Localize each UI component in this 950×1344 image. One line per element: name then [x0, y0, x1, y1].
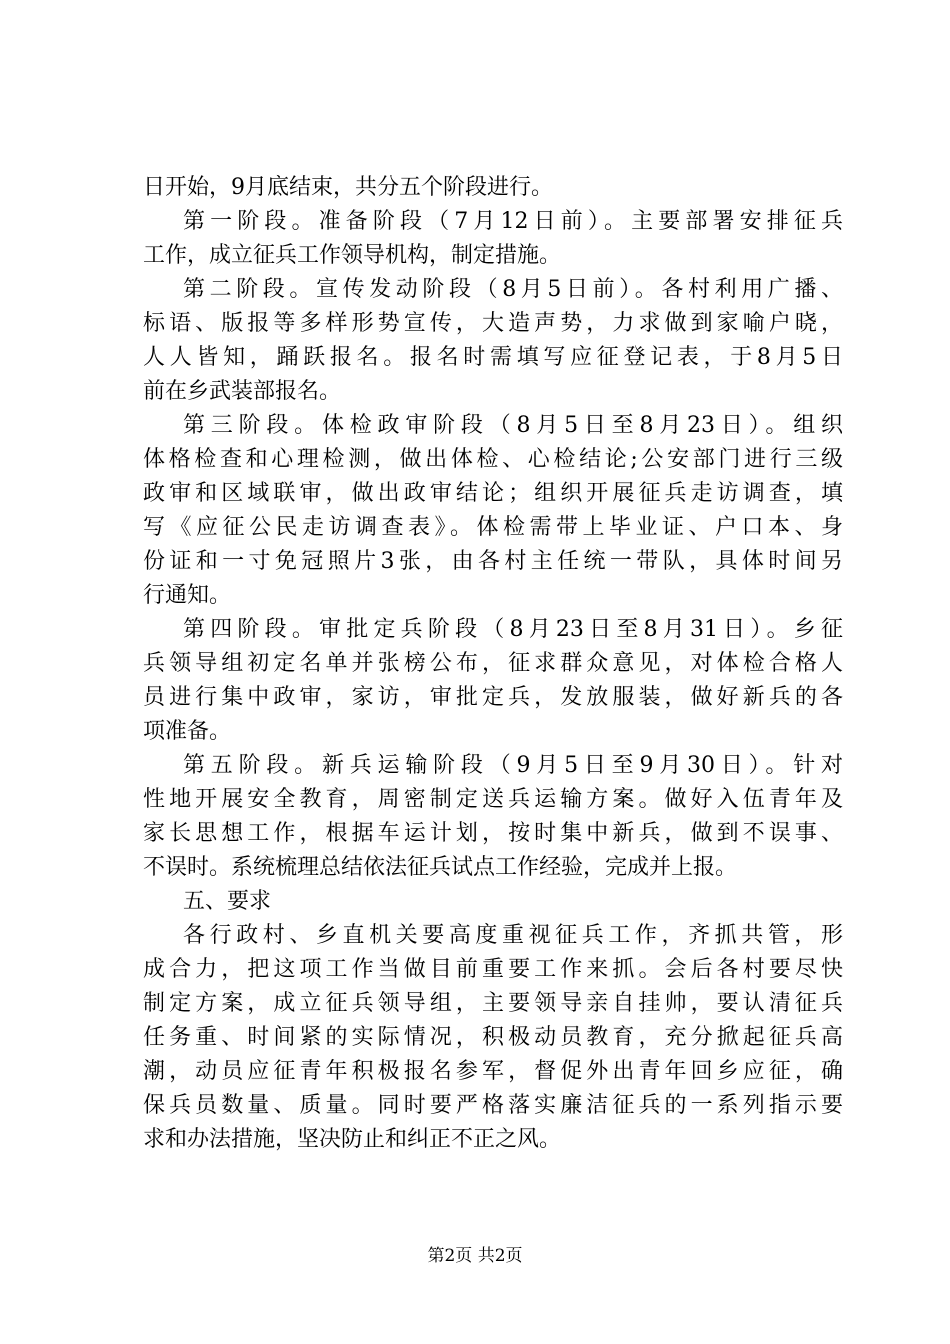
text-line: 员进行集中政审，家访，审批定兵，发放服装，做好新兵的各 — [143, 685, 843, 710]
text-line: 潮，动员应征青年积极报名参军，督促外出青年回乡应征，确 — [143, 1059, 843, 1084]
text-line: 兵领导组初定名单并张榜公布，征求群众意见，对体检合格人 — [143, 651, 843, 676]
text-line: 第一阶段。准备阶段（7月12日前）。主要部署安排征兵 — [183, 209, 843, 234]
text-line: 第四阶段。审批定兵阶段（8月23日至8月31日）。乡征 — [183, 617, 843, 642]
text-line: 标语、版报等多样形势宣传，大造声势，力求做到家喻户晓， — [143, 311, 843, 336]
text-line: 第五阶段。新兵运输阶段（9月5日至9月30日）。针对 — [183, 753, 843, 778]
text-line: 第二阶段。宣传发动阶段（8月5日前）。各村利用广播、 — [183, 277, 843, 302]
text-line: 前在乡武装部报名。 — [143, 379, 342, 404]
text-line: 日开始，9月底结束，共分五个阶段进行。 — [143, 175, 553, 200]
page-footer: 第2页 共2页 — [427, 1246, 523, 1266]
text-line: 份证和一寸免冠照片3张，由各村主任统一带队，具体时间另 — [143, 549, 843, 574]
text-line: 行通知。 — [143, 583, 232, 608]
text-line: 家长思想工作，根据车运计划，按时集中新兵，做到不误事、 — [143, 821, 843, 846]
text-line: 求和办法措施，坚决防止和纠正不正之风。 — [143, 1127, 562, 1152]
text-line: 性地开展安全教育，周密制定送兵运输方案。做好入伍青年及 — [143, 787, 843, 812]
text-line: 制定方案，成立征兵领导组，主要领导亲自挂帅，要认清征兵 — [143, 991, 843, 1016]
text-line: 成合力，把这项工作当做目前重要工作来抓。会后各村要尽快 — [143, 957, 843, 982]
text-line: 政审和区域联审，做出政审结论；组织开展征兵走访调查，填 — [143, 481, 843, 506]
text-line: 第三阶段。体检政审阶段（8月5日至8月23日）。组织 — [183, 413, 843, 438]
text-line: 保兵员数量、质量。同时要严格落实廉洁征兵的一系列指示要 — [143, 1093, 843, 1118]
section-heading: 五、要求 — [183, 889, 272, 914]
text-line: 写《应征公民走访调查表》。体检需带上毕业证、户口本、身 — [143, 515, 843, 540]
text-line: 人人皆知，踊跃报名。报名时需填写应征登记表，于8月5日 — [143, 345, 843, 370]
text-line: 项准备。 — [143, 719, 232, 744]
text-line: 工作，成立征兵工作领导机构，制定措施。 — [143, 243, 562, 268]
text-line: 体格检查和心理检测，做出体检、心检结论;公安部门进行三级 — [143, 447, 843, 472]
text-line: 任务重、时间紧的实际情况，积极动员教育，充分掀起征兵高 — [143, 1025, 843, 1050]
text-line: 不误时。系统梳理总结依法征兵试点工作经验，完成并上报。 — [143, 855, 738, 880]
document-body — [143, 171, 843, 1157]
text-line: 各行政村、乡直机关要高度重视征兵工作，齐抓共管，形 — [183, 923, 843, 948]
